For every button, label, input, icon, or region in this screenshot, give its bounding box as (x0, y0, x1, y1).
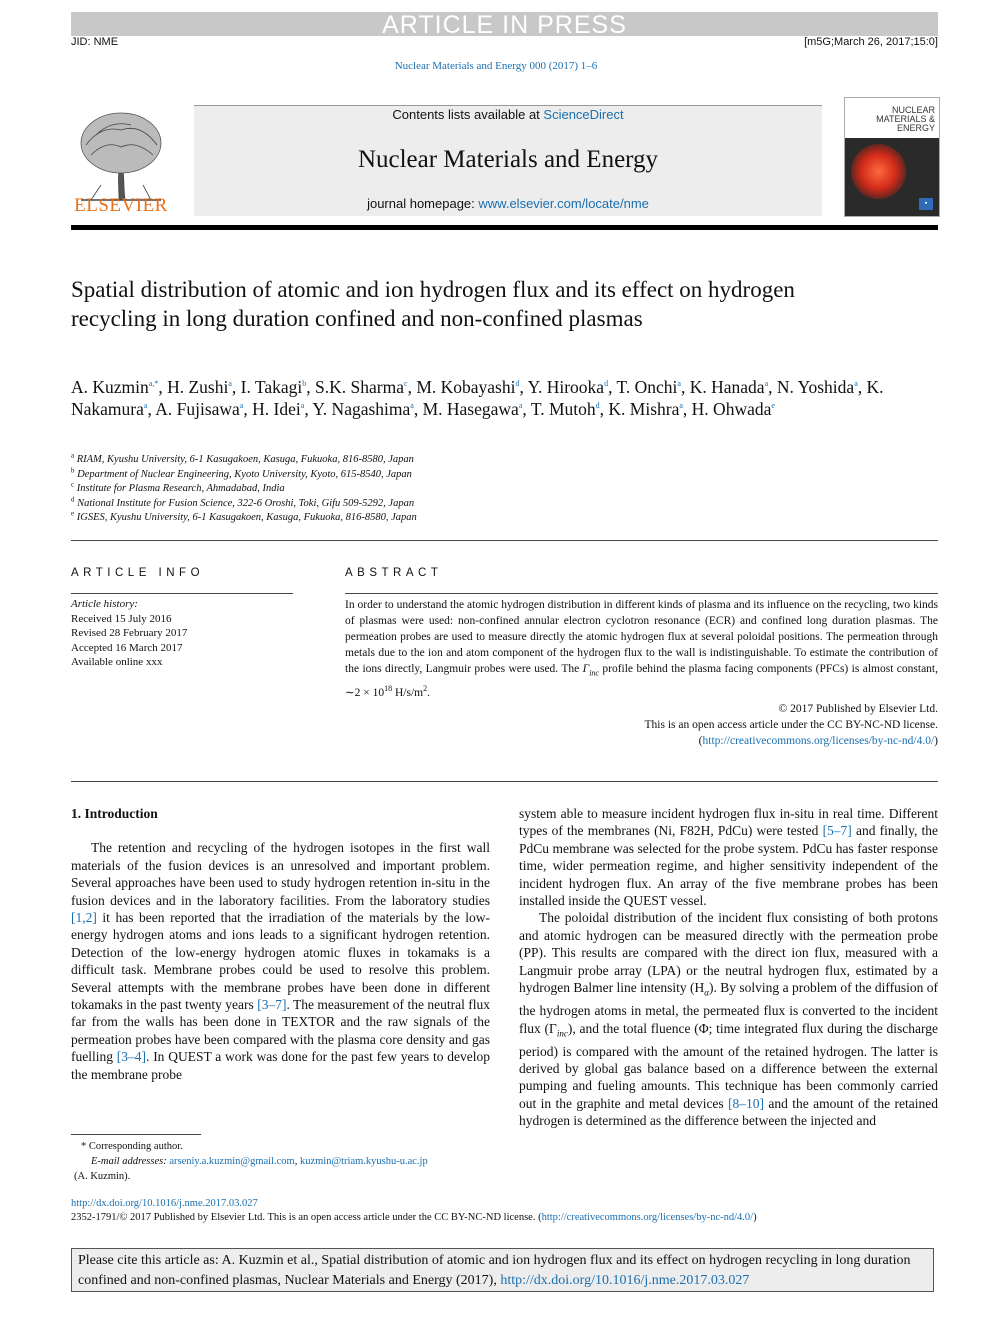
corresponding-author-footnote (71, 1139, 491, 1184)
intro-p3-b: ). By solving a problem of the diffusion of the hydrogen atoms in metal, the permeated flux is converted to the incident flux (Γ (519, 980, 938, 1036)
footnote-corresponding (71, 1139, 491, 1154)
author-affiliation-marker[interactable]: a (679, 401, 683, 411)
ref-3-4[interactable]: [3–4] (116, 1049, 147, 1065)
abstract-text-1: In order to understand the atomic hydrogen distribution in different kinds of plasma and its influence on the recycling, two kinds of plasmas were used: non-confined annular electron cyclotron resonance (ECR) and confined long duration plasmas. The permeation probes are used to measure directly the atomic hydrogen flux at several poloidal positions. The permeation through metals due to the ion and atom component of the hydrogen flux to the wall is indistinguishable. To estimate the contribution of the ions directly, Langmuir probes were used. The (345, 599, 938, 675)
affiliation-text: Department of Nuclear Engineering, Kyoto University, Kyoto, 615-8540, Japan (77, 468, 412, 480)
license-line (71, 1212, 938, 1223)
affiliation-item (71, 482, 938, 497)
journal-masthead (71, 95, 938, 220)
abstract-text-3: H/s/m (392, 687, 424, 700)
author-affiliation-marker[interactable]: d (604, 379, 609, 389)
history-label: Article history: (71, 598, 138, 610)
author-affiliation-marker[interactable]: a (764, 379, 769, 389)
author-name[interactable]: H. Idei (252, 399, 301, 419)
article-history (71, 597, 293, 670)
article-title: Spatial distribution of atomic and ion hydrogen flux and its effect on hydrogen recycling in long duration confined and non-confined plasmas (71, 277, 795, 331)
abstract-license-url-line: (http://creativecommons.org/licenses/by-nc-nd/4.0/) (698, 735, 938, 748)
author-list: A. Kuzmin$^{a,*}$, H. Zushi$^a$, I. Takagi$^b$, S.K. Sharma$^c$, M. Kobayashi$^d$, Y. Hirooka$^d$, T. Onchi$^a$, K. Hanada$^a$, N. Yoshida$^a$, K. Nakamura$^a$, A. Fujisawa$^a$, H. Idei$^a$, Y. Nagashima$^a$, M. Hasegawa$^a$, T. Mutoh$^d$, K. Mishra$^a$, H. Ohwada$^e$ (71, 377, 884, 419)
author-name[interactable]: K. Hanada (689, 377, 765, 397)
affiliation-item (71, 511, 938, 526)
intro-p3-c: ), and the total fluence (Φ; time integrated flux during the discharge period) is compared with the amount of the retained hydrogen. The latter is derived by global gas balance based on a difference between the external pumping and fueling amounts. This technique has been commonly carried out in the graphite and metal devices (519, 1020, 938, 1111)
author-name[interactable]: K. Mishra (608, 399, 680, 419)
affiliation-key: d (71, 495, 75, 503)
homepage-prefix: journal homepage: (367, 196, 479, 211)
gamma-inc-sub: inc (556, 1028, 568, 1039)
author-name[interactable]: M. Hasegawa (422, 399, 519, 419)
author-affiliation-marker[interactable]: a (143, 401, 148, 411)
abstract-text (345, 597, 938, 701)
footnote-email-separator: , (294, 1156, 300, 1167)
affiliation-text: National Institute for Fusion Science, 322-6 Oroshi, Toki, Gifu 509-5292, Japan (77, 497, 415, 509)
cover-publisher-badge-icon: ▪ (919, 198, 933, 210)
cover-art (845, 138, 939, 216)
abstract-license-link[interactable]: http://creativecommons.org/licenses/by-nc-nd/4.0/ (702, 735, 935, 748)
halpha-sub: α (704, 987, 710, 998)
email-link-2[interactable]: kuzmin@triam.kyushu-u.ac.jp (299, 1156, 428, 1167)
cite-box-doi-link[interactable]: http://dx.doi.org/10.1016/j.nme.2017.03.027 (500, 1273, 750, 1288)
article-info-heading: ARTICLE INFO (71, 567, 205, 579)
abstract-text-4: . (427, 687, 430, 700)
author-affiliation-marker[interactable]: c (404, 379, 408, 389)
intro-paragraph-2 (519, 909, 938, 1129)
abstract-exponent-2: 2 (423, 684, 428, 694)
author-name[interactable]: H. Ohwada (691, 399, 772, 419)
author-name[interactable]: I. Takagi (240, 377, 303, 397)
author-name[interactable]: T. Onchi (616, 377, 678, 397)
intro-paragraph-1 (71, 839, 490, 1083)
divider-bottom (71, 781, 938, 782)
affiliation-key: b (71, 466, 75, 474)
author-name[interactable]: H. Zushi (167, 377, 229, 397)
author-name[interactable]: S.K. Sharma (315, 377, 404, 397)
abstract-text-2: profile behind the plasma facing components (PFCs) is almost constant, ∼2 × 10 (345, 663, 939, 700)
history-online: Available online xxx (71, 656, 163, 668)
doi-link[interactable] (71, 1198, 258, 1209)
license-line-link[interactable]: http://creativecommons.org/licenses/by-nc-nd/4.0/ (541, 1212, 754, 1223)
affiliation-item (71, 468, 938, 483)
cite-box-text: Please cite this article as: A. Kuzmin et al., Spatial distribution of atomic and ion hydrogen flux and its effect on hydrogen recycling in long duration confined and non-confined plasmas, Nuclear Materials and Energy (2017), (78, 1253, 911, 1288)
history-accepted: Accepted 16 March 2017 (71, 641, 183, 654)
author-affiliation-marker[interactable]: a,* (148, 379, 159, 389)
affiliation-item (71, 453, 938, 468)
author-name[interactable]: A. Kuzmin (71, 377, 149, 397)
affiliation-key: c (71, 480, 75, 489)
history-received: Received 15 July 2016 (71, 612, 172, 625)
author-affiliation-marker[interactable]: a (854, 379, 858, 389)
author-name[interactable]: Y. Nagashima (312, 399, 411, 419)
journal-id: JID: NME (71, 36, 119, 48)
author-name[interactable]: A. Fujisawa (155, 399, 240, 419)
intro-p1-a: The retention and recycling of the hydrogen isotopes in the first wall materials of the fusion devices is an unresolved and important problem. Several approaches have been used to study hydrogen retention in-situ in the fusion devices and in the laboratory facilities. From the laboratory studies (71, 840, 490, 908)
affiliation-list (71, 453, 938, 526)
footnote-emails (71, 1154, 491, 1169)
homepage-link[interactable]: www.elsevier.com/locate/nme (478, 196, 649, 211)
elsevier-wordmark: ELSEVIER (74, 195, 168, 216)
ref-1-2[interactable]: [1,2] (71, 910, 97, 926)
affiliation-key: a (71, 451, 75, 460)
intro-p1-c: . The measurement of the neutral flux far from the walls has been done in TEXTOR and the raw signals of the permeation probes have been compared with the plasma core density and gas fuelling (71, 997, 490, 1065)
footnote-corresponding-text: Corresponding author. (88, 1141, 183, 1152)
email-link-1[interactable]: arseniy.a.kuzmin@gmail.com (169, 1156, 295, 1167)
author-affiliation-marker[interactable]: a (228, 379, 232, 389)
affiliation-key: e (71, 509, 75, 518)
footnote-email-label: E-mail addresses: (91, 1156, 170, 1167)
article-in-press-banner: ARTICLE IN PRESS (71, 12, 938, 36)
author-affiliation-marker[interactable]: a (300, 401, 305, 411)
author-name[interactable]: K. Nakamura (71, 377, 884, 419)
intro-p1-b: it has been reported that the irradiation of the materials by the low-energy hydrogen atoms and ions leads to a significant hydrogen retention. Detection of the low-energy hydrogen atomic fluxes in tokamaks is a difficult task. Membrane probes could be used to resolve this problem. Several attempts with the membrane probes have been done in different tokamaks in the past twenty years (71, 910, 490, 1013)
doi-url[interactable]: http://dx.doi.org/10.1016/j.nme.2017.03.027 (71, 1198, 258, 1209)
license-line-suffix: ) (753, 1212, 757, 1223)
contents-prefix: Contents lists available at (392, 107, 544, 122)
abstract-license: This is an open access article under the CC BY-NC-ND license. (644, 719, 938, 732)
introduction-heading: 1. Introduction (71, 806, 158, 821)
manuscript-date: [m5G;March 26, 2017;15:0] (804, 36, 938, 48)
intro-p1-d: . In QUEST a work was done for the past few years to develop the membrane probe (71, 1049, 490, 1082)
intro-p2-b: and finally, the PdCu membrane was selected for the probe system. PdCu has faster response time, wider permeation regime, and higher sensitivity independent of the incident hydrogen flux. An array of the five membrane probes has been installed inside the QUEST vessel. (519, 823, 938, 909)
intro-p2-a: system able to measure incident hydrogen flux in-situ in real time. Different types of the membranes (Ni, F82H, PdCu) were tested (519, 806, 938, 839)
ref-5-7[interactable]: [5–7] (822, 823, 852, 839)
license-line-prefix: 2352-1791/© 2017 Published by Elsevier Ltd. This is an open access article under the CC BY-NC-ND license. ( (71, 1212, 542, 1223)
journal-name: Nuclear Materials and Energy (357, 146, 659, 173)
cite-this-article-box (71, 1248, 934, 1292)
author-affiliation-marker[interactable]: a (239, 401, 244, 411)
article-info-rule (71, 593, 293, 594)
abstract-rule (345, 593, 938, 594)
intro-p3-a: The poloidal distribution of the incident flux consisting of both protons and atomic hydrogen can be measured directly with the permeation probe (PP). This results are compared with the direct ion flux, measured with a Langmuir probe array (LPA) or the neutral hydrogen flux, estimated by a hydrogen Balmer line intensity (H (519, 910, 938, 996)
author-affiliation-marker[interactable]: a (410, 401, 414, 411)
divider-top (71, 540, 938, 541)
author-name[interactable]: T. Mutoh (530, 399, 596, 419)
ref-8-10[interactable]: [8–10] (728, 1095, 765, 1111)
cover-title: NUCLEAR MATERIALS & ENERGY (876, 105, 935, 133)
author-affiliation-marker[interactable]: e (771, 401, 775, 411)
author-affiliation-marker[interactable]: a (518, 401, 523, 411)
intro-paragraph-1-continued (519, 805, 938, 909)
contents-line (194, 106, 822, 124)
affiliation-text: IGSES, Kyushu University, 6-1 Kasugakoen, Kasuga, Fukuoka, 816-8580, Japan (76, 512, 417, 523)
masthead-rule (71, 225, 938, 230)
affiliation-item (71, 497, 938, 512)
author-affiliation-marker[interactable]: a (677, 379, 681, 389)
footnote-rule (71, 1134, 201, 1135)
abstract-exponent: 18 (384, 684, 393, 694)
author-name[interactable]: Y. Hirooka (527, 377, 605, 397)
affiliation-text: Institute for Plasma Research, Ahmadabad, India (76, 483, 285, 494)
ref-3-7[interactable]: [3–7] (257, 997, 287, 1013)
history-revised: Revised 28 February 2017 (71, 627, 188, 639)
journal-citation-link[interactable]: Nuclear Materials and Energy 000 (2017) 1–6 (394, 60, 598, 72)
sciencedirect-link[interactable]: ScienceDirect (543, 107, 624, 122)
abstract-copyright: © 2017 Published by Elsevier Ltd. (778, 703, 938, 716)
author-affiliation-marker[interactable]: b (302, 379, 307, 389)
abstract-gamma-sub: inc (589, 668, 599, 678)
author-name[interactable]: N. Yoshida (776, 377, 855, 397)
footnote-star: * (81, 1141, 87, 1152)
author-affiliation-marker[interactable]: d (595, 401, 600, 411)
body-column-left (71, 805, 490, 1083)
cover-plasma-graphic (851, 144, 906, 199)
masthead-center-box (194, 105, 822, 216)
abstract-heading: ABSTRACT (345, 567, 443, 579)
author-name[interactable]: M. Kobayashi (416, 377, 516, 397)
footnote-author-name: (A. Kuzmin). (74, 1171, 131, 1182)
journal-cover-thumbnail[interactable] (844, 97, 940, 217)
abstract-gamma: Γ (582, 663, 590, 675)
author-affiliation-marker[interactable]: d (515, 379, 520, 389)
intro-p3-d: and the amount of the retained hydrogen is determined as the difference between the injected and (519, 1095, 938, 1129)
affiliation-text: RIAM, Kyushu University, 6-1 Kasugakoen, Kasuga, Fukuoka, 816-8580, Japan (76, 454, 414, 465)
homepage-line (194, 196, 822, 211)
abstract-body (345, 597, 938, 749)
body-column-right (519, 805, 938, 1130)
